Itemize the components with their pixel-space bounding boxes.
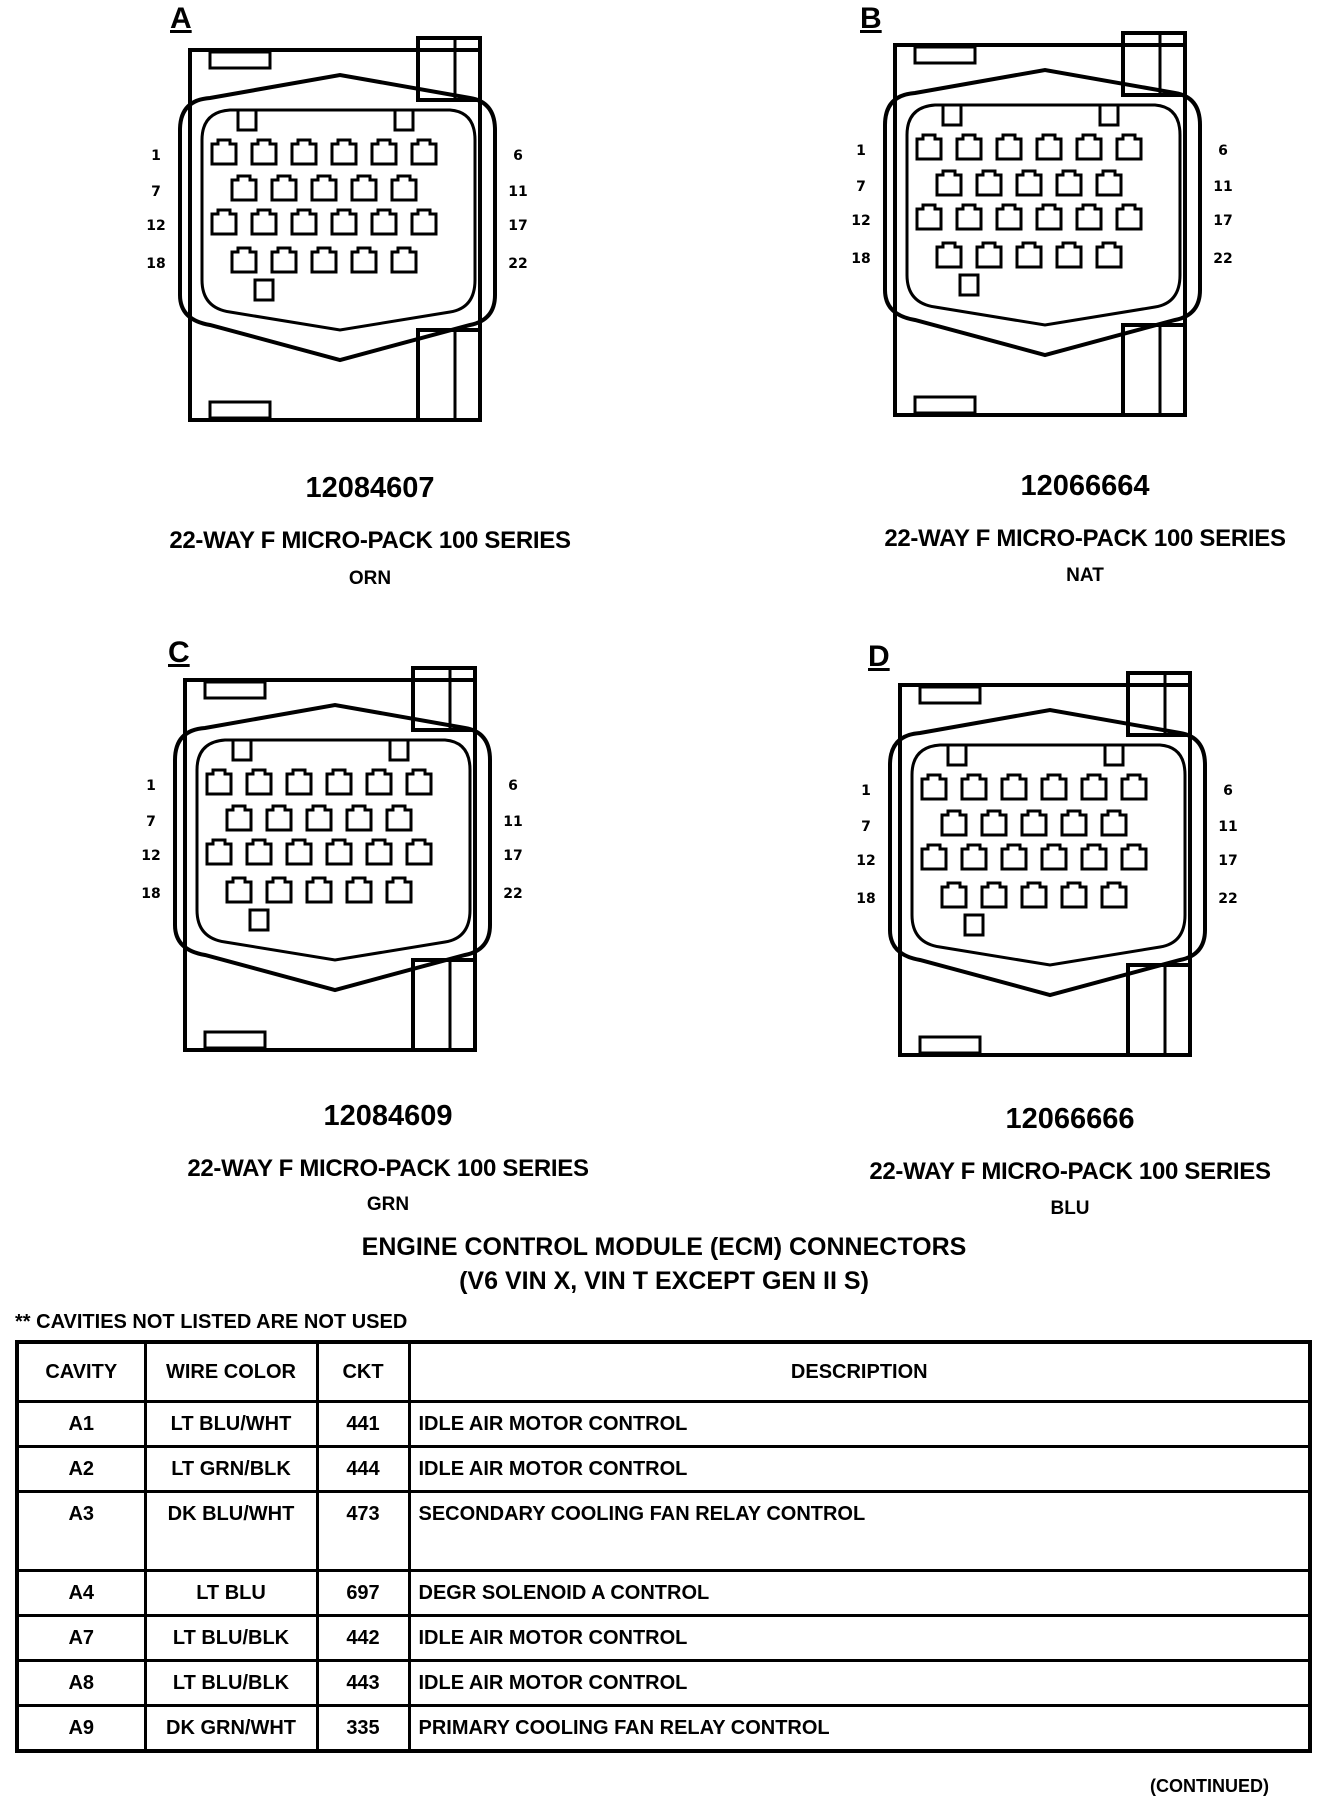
header-wire-color: WIRE COLOR — [145, 1342, 317, 1402]
pin-number-label: 7 — [146, 814, 156, 830]
terminal-cavity — [1002, 775, 1026, 799]
terminal-cavity — [392, 248, 416, 272]
pin-number-label: 11 — [508, 184, 528, 200]
connector-d-letter: D — [868, 640, 890, 673]
terminal-cavity — [1037, 135, 1061, 159]
connector-seal-outer — [175, 705, 490, 990]
terminal-cavity — [332, 140, 356, 164]
cell-cavity: A7 — [17, 1616, 145, 1661]
polarization-key — [390, 740, 408, 760]
terminal-cavity — [1102, 883, 1126, 907]
terminal-cavity — [292, 210, 316, 234]
pin-number-label: 6 — [1223, 783, 1233, 799]
terminal-cavity — [327, 770, 351, 794]
pin-number-label: 18 — [146, 256, 166, 272]
terminal-cavity — [1102, 811, 1126, 835]
side-lock — [1128, 965, 1190, 1055]
table-row — [17, 1492, 1310, 1571]
connector-d-diagram — [856, 665, 1280, 1095]
latch-tab — [915, 397, 975, 413]
connector-a-color: ORN — [348, 568, 392, 589]
terminal-cavity — [1017, 243, 1041, 267]
pin-number-label: 6 — [508, 778, 518, 794]
terminal-cavity — [232, 248, 256, 272]
table-row — [17, 1447, 1310, 1492]
connector-c-letter: C — [168, 636, 190, 669]
connector-a-diagram — [146, 30, 570, 460]
pin-number-label: 7 — [856, 179, 866, 195]
latch-tab — [205, 682, 265, 698]
terminal-cavity — [937, 243, 961, 267]
terminal-cavity — [267, 878, 291, 902]
connector-c-series: 22-WAY F MICRO-PACK 100 SERIES — [187, 1155, 589, 1182]
terminal-cavity — [997, 205, 1021, 229]
cell-ckt: 335 — [317, 1706, 409, 1752]
cell-wire-color: LT GRN/BLK — [145, 1447, 317, 1492]
polarization-key — [965, 915, 983, 935]
terminal-cavity — [252, 140, 276, 164]
cell-description: IDLE AIR MOTOR CONTROL — [409, 1447, 1310, 1492]
connector-b-diagram — [851, 25, 1275, 455]
pin-number-label: 22 — [508, 256, 528, 272]
terminal-cavity — [272, 176, 296, 200]
pin-number-label: 17 — [1213, 213, 1233, 229]
latch-tab — [915, 47, 975, 63]
polarization-key — [395, 110, 413, 130]
terminal-cavity — [1042, 775, 1066, 799]
cell-description: IDLE AIR MOTOR CONTROL — [409, 1616, 1310, 1661]
terminal-cavity — [1077, 205, 1101, 229]
terminal-cavity — [227, 806, 251, 830]
pin-number-label: 12 — [141, 848, 161, 864]
pin-number-label: 1 — [861, 783, 871, 799]
terminal-cavity — [232, 176, 256, 200]
terminal-cavity — [367, 840, 391, 864]
cell-cavity: A3 — [17, 1492, 145, 1571]
connector-d-series: 22-WAY F MICRO-PACK 100 SERIES — [869, 1158, 1271, 1185]
polarization-key — [238, 110, 256, 130]
terminal-cavity — [1097, 171, 1121, 195]
terminal-cavity — [267, 806, 291, 830]
page-title-line-1: ENGINE CONTROL MODULE (ECM) CONNECTORS — [361, 1233, 967, 1261]
connector-seal-outer — [885, 70, 1200, 355]
cell-cavity: A8 — [17, 1661, 145, 1706]
terminal-cavity — [1122, 775, 1146, 799]
connector-b-part-number: 12066664 — [1020, 470, 1150, 502]
pin-number-label: 1 — [151, 148, 161, 164]
terminal-cavity — [412, 210, 436, 234]
terminal-cavity — [412, 140, 436, 164]
pin-number-label: 17 — [503, 848, 523, 864]
connector-d-part-number: 12066666 — [1005, 1103, 1135, 1135]
terminal-cavity — [1062, 811, 1086, 835]
terminal-cavity — [982, 883, 1006, 907]
side-lock — [1123, 325, 1185, 415]
pin-number-label: 1 — [146, 778, 156, 794]
terminal-cavity — [1022, 883, 1046, 907]
terminal-cavity — [352, 176, 376, 200]
pin-number-label: 18 — [856, 891, 876, 907]
connector-b-letter: B — [860, 2, 882, 35]
terminal-cavity — [307, 878, 331, 902]
terminal-cavity — [962, 845, 986, 869]
terminal-cavity — [1097, 243, 1121, 267]
cell-wire-color: LT BLU/BLK — [145, 1616, 317, 1661]
terminal-cavity — [207, 770, 231, 794]
pin-number-label: 11 — [1218, 819, 1238, 835]
pin-number-label: 22 — [1218, 891, 1238, 907]
latch-tab — [210, 402, 270, 418]
header-cavity: CAVITY — [17, 1342, 145, 1402]
latch-tab — [205, 1032, 265, 1048]
terminal-cavity — [247, 840, 271, 864]
cell-ckt: 443 — [317, 1661, 409, 1706]
terminal-cavity — [272, 248, 296, 272]
pin-number-label: 7 — [861, 819, 871, 835]
terminal-cavity — [1042, 845, 1066, 869]
side-lock — [418, 330, 480, 420]
pin-number-label: 12 — [851, 213, 871, 229]
pin-number-label: 12 — [146, 218, 166, 234]
connector-c-part-number: 12084609 — [323, 1100, 453, 1132]
terminal-cavity — [247, 770, 271, 794]
terminal-cavity — [977, 171, 1001, 195]
page-title-line-2: (V6 VIN X, VIN T EXCEPT GEN II S) — [459, 1267, 869, 1295]
terminal-cavity — [392, 176, 416, 200]
cell-cavity: A9 — [17, 1706, 145, 1752]
terminal-cavity — [372, 210, 396, 234]
polarization-key — [948, 745, 966, 765]
polarization-key — [1100, 105, 1118, 125]
pin-number-label: 7 — [151, 184, 161, 200]
pin-number-label: 17 — [1218, 853, 1238, 869]
cell-ckt: 441 — [317, 1402, 409, 1447]
polarization-key — [960, 275, 978, 295]
terminal-cavity — [347, 878, 371, 902]
terminal-cavity — [212, 140, 236, 164]
terminal-cavity — [332, 210, 356, 234]
polarization-key — [250, 910, 268, 930]
terminal-cavity — [1057, 243, 1081, 267]
terminal-cavity — [922, 845, 946, 869]
terminal-cavity — [957, 135, 981, 159]
cell-description: IDLE AIR MOTOR CONTROL — [409, 1402, 1310, 1447]
cell-ckt: 444 — [317, 1447, 409, 1492]
polarization-key — [233, 740, 251, 760]
cell-ckt: 473 — [317, 1492, 409, 1571]
connector-a-series: 22-WAY F MICRO-PACK 100 SERIES — [169, 527, 571, 554]
terminal-cavity — [347, 806, 371, 830]
connector-c-color: GRN — [366, 1194, 410, 1215]
pin-number-label: 11 — [503, 814, 523, 830]
terminal-cavity — [287, 840, 311, 864]
terminal-cavity — [372, 140, 396, 164]
terminal-cavity — [1077, 135, 1101, 159]
terminal-cavity — [962, 775, 986, 799]
connector-b-series: 22-WAY F MICRO-PACK 100 SERIES — [884, 525, 1286, 552]
pin-number-label: 1 — [856, 143, 866, 159]
cell-description: SECONDARY COOLING FAN RELAY CONTROL — [409, 1492, 1310, 1571]
table-header-row — [17, 1342, 1310, 1402]
terminal-cavity — [1117, 205, 1141, 229]
terminal-cavity — [252, 210, 276, 234]
terminal-cavity — [367, 770, 391, 794]
table-row — [17, 1616, 1310, 1661]
cavity-table — [15, 1340, 1312, 1753]
pin-number-label: 18 — [141, 886, 161, 902]
connector-b-color: NAT — [1066, 565, 1104, 586]
terminal-cavity — [292, 140, 316, 164]
pin-number-label: 22 — [1213, 251, 1233, 267]
terminal-cavity — [942, 883, 966, 907]
terminal-cavity — [997, 135, 1021, 159]
latch-tab — [920, 1037, 980, 1053]
latch-tab — [210, 52, 270, 68]
cell-cavity: A1 — [17, 1402, 145, 1447]
cell-wire-color: LT BLU/WHT — [145, 1402, 317, 1447]
pin-number-label: 6 — [513, 148, 523, 164]
cell-description: DEGR SOLENOID A CONTROL — [409, 1571, 1310, 1616]
terminal-cavity — [312, 248, 336, 272]
terminal-cavity — [407, 840, 431, 864]
terminal-cavity — [922, 775, 946, 799]
terminal-cavity — [1117, 135, 1141, 159]
connector-d-color: BLU — [1050, 1198, 1090, 1219]
terminal-cavity — [327, 840, 351, 864]
connector-seal-outer — [890, 710, 1205, 995]
cell-description: IDLE AIR MOTOR CONTROL — [409, 1661, 1310, 1706]
connector-a-part-number: 12084607 — [305, 472, 435, 504]
terminal-cavity — [1057, 171, 1081, 195]
connector-seal-outer — [180, 75, 495, 360]
pin-number-label: 6 — [1218, 143, 1228, 159]
cell-wire-color: DK BLU/WHT — [145, 1492, 317, 1571]
pin-number-label: 11 — [1213, 179, 1233, 195]
terminal-cavity — [1037, 205, 1061, 229]
cell-description: PRIMARY COOLING FAN RELAY CONTROL — [409, 1706, 1310, 1752]
terminal-cavity — [942, 811, 966, 835]
terminal-cavity — [1002, 845, 1026, 869]
cell-ckt: 697 — [317, 1571, 409, 1616]
terminal-cavity — [387, 878, 411, 902]
terminal-cavity — [1122, 845, 1146, 869]
latch-tab — [920, 687, 980, 703]
terminal-cavity — [957, 205, 981, 229]
table-row — [17, 1661, 1310, 1706]
cell-wire-color: DK GRN/WHT — [145, 1706, 317, 1752]
unused-cavities-note: ** CAVITIES NOT LISTED ARE NOT USED — [15, 1311, 408, 1333]
header-ckt: CKT — [317, 1342, 409, 1402]
terminal-cavity — [307, 806, 331, 830]
connector-c-diagram — [141, 660, 565, 1090]
terminal-cavity — [1017, 171, 1041, 195]
terminal-cavity — [287, 770, 311, 794]
polarization-key — [1105, 745, 1123, 765]
polarization-key — [255, 280, 273, 300]
polarization-key — [943, 105, 961, 125]
terminal-cavity — [937, 171, 961, 195]
terminal-cavity — [1082, 775, 1106, 799]
terminal-cavity — [1062, 883, 1086, 907]
terminal-cavity — [407, 770, 431, 794]
pin-number-label: 12 — [856, 853, 876, 869]
cell-cavity: A2 — [17, 1447, 145, 1492]
terminal-cavity — [917, 135, 941, 159]
table-row — [17, 1402, 1310, 1447]
cell-ckt: 442 — [317, 1616, 409, 1661]
cell-cavity: A4 — [17, 1571, 145, 1616]
pin-number-label: 18 — [851, 251, 871, 267]
pin-number-label: 22 — [503, 886, 523, 902]
terminal-cavity — [977, 243, 1001, 267]
terminal-cavity — [982, 811, 1006, 835]
table-row — [17, 1571, 1310, 1616]
terminal-cavity — [352, 248, 376, 272]
side-lock — [413, 960, 475, 1050]
cell-wire-color: LT BLU — [145, 1571, 317, 1616]
terminal-cavity — [312, 176, 336, 200]
terminal-cavity — [1022, 811, 1046, 835]
terminal-cavity — [917, 205, 941, 229]
cell-wire-color: LT BLU/BLK — [145, 1661, 317, 1706]
connector-a-letter: A — [170, 2, 192, 35]
continued-label: (CONTINUED) — [1150, 1776, 1269, 1796]
terminal-cavity — [387, 806, 411, 830]
terminal-cavity — [207, 840, 231, 864]
pin-number-label: 17 — [508, 218, 528, 234]
header-description: DESCRIPTION — [409, 1342, 1310, 1402]
table-row — [17, 1706, 1310, 1752]
terminal-cavity — [227, 878, 251, 902]
terminal-cavity — [1082, 845, 1106, 869]
terminal-cavity — [212, 210, 236, 234]
